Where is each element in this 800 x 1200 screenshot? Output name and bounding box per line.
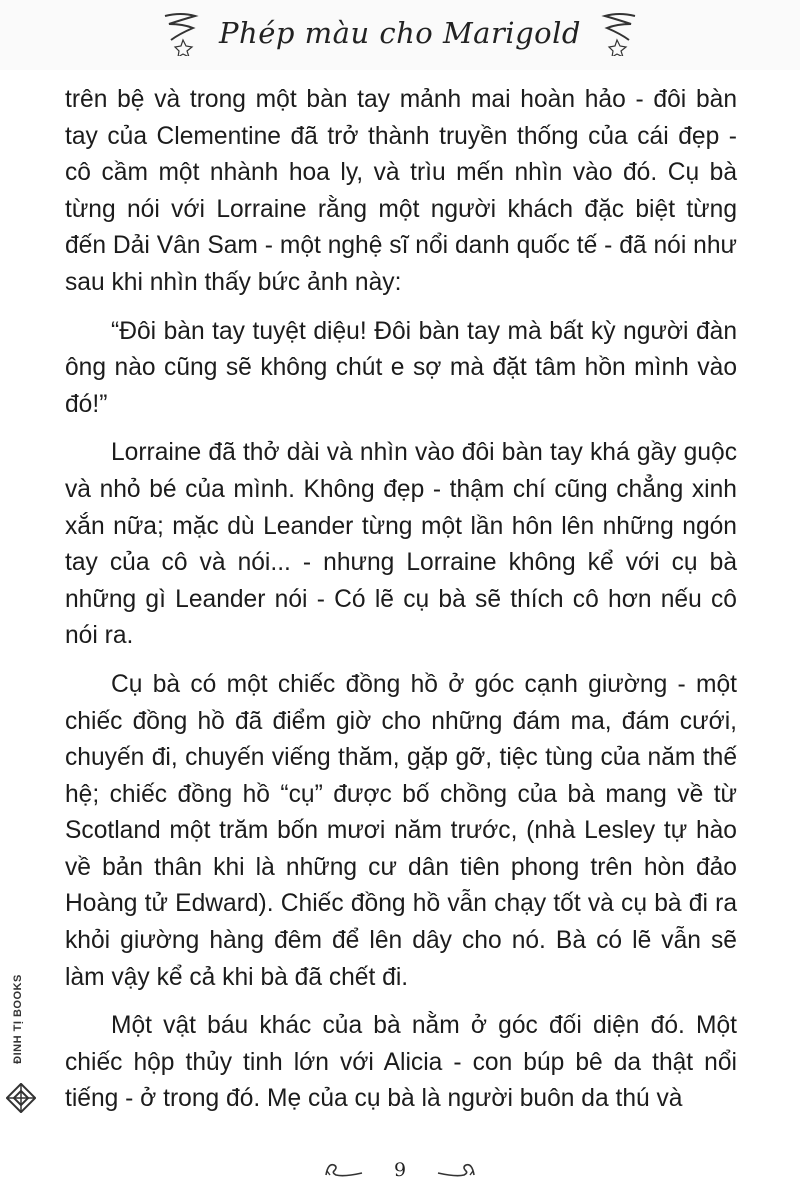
dinh-ti-books-logo-icon <box>6 1083 36 1118</box>
paragraph: Cụ bà có một chiếc đồng hồ ở góc cạnh giường - một chiếc đồng hồ đã điểm giờ cho những đám ma, đám cưới, chuyến đi, chuyến viếng thăm, gặp gỡ, tiệc tùng của năm thế hệ; chiếc đồng hồ “cụ” được bố chồng của bà mang về từ Scotland một trăm bốn mươi năm trước, (nhà Lesley tự hào về bản thân khi là những cư dân tiên phong trên hòn đảo Hoàng tử Edward). Chiếc đồng hồ vẫn chạy tốt và cụ bà đi ra khỏi giường hàng đêm để lên dây cho nó. Bà có lẽ vẫn sẽ làm vậy kể cả khi bà đã chết đi. <box>65 670 737 991</box>
flourish-icon <box>322 1157 366 1184</box>
swirl-ornament-icon <box>599 10 639 56</box>
book-title: Phép màu cho Marigold <box>219 16 581 50</box>
paragraph: Một vật báu khác của bà nằm ở góc đối diện đó. Một chiếc hộp thủy tinh lớn với Alicia - con búp bê da thật nổi tiếng - ở trong đó. Mẹ của cụ bà là người buôn da thú và <box>65 1012 737 1113</box>
page-body <box>65 82 737 1130</box>
paragraph: Lorraine đã thở dài và nhìn vào đôi bàn tay khá gầy guộc và nhỏ bé của mình. Không đẹp - thậm chí cũng chẳng xinh xắn nữa; mặc dù Leander từng một lần hôn lên những ngón tay của cô và nói... - nhưng Lorraine không kể với cụ bà những gì Leander nói - Có lẽ cụ bà sẽ thích cô hơn nếu cô nói ra. <box>65 439 737 650</box>
page-footer <box>0 1150 800 1190</box>
publisher-name: ĐINH TỊ BOOKS <box>12 974 24 1064</box>
swirl-ornament-icon <box>161 10 201 56</box>
flourish-icon <box>434 1157 478 1184</box>
page-number: 9 <box>393 1159 407 1181</box>
publisher-mark <box>2 975 40 1115</box>
running-header <box>0 8 800 58</box>
paragraph: “Đôi bàn tay tuyệt diệu! Đôi bàn tay mà bất kỳ người đàn ông nào cũng sẽ không chút e sợ mà đặt tâm hồn mình vào đó!” <box>65 317 737 418</box>
paragraph: trên bệ và trong một bàn tay mảnh mai hoàn hảo - đôi bàn tay của Clementine đã trở thành truyền thống của cái đẹp - cô cầm một nhành hoa ly, và trìu mến nhìn vào đó. Cụ bà từng nói với Lorraine rằng một người khách đặc biệt từng đến Dải Vân Sam - một nghệ sĩ nổi danh quốc tế - đã nói như sau khi nhìn thấy bức ảnh này: <box>65 86 737 296</box>
